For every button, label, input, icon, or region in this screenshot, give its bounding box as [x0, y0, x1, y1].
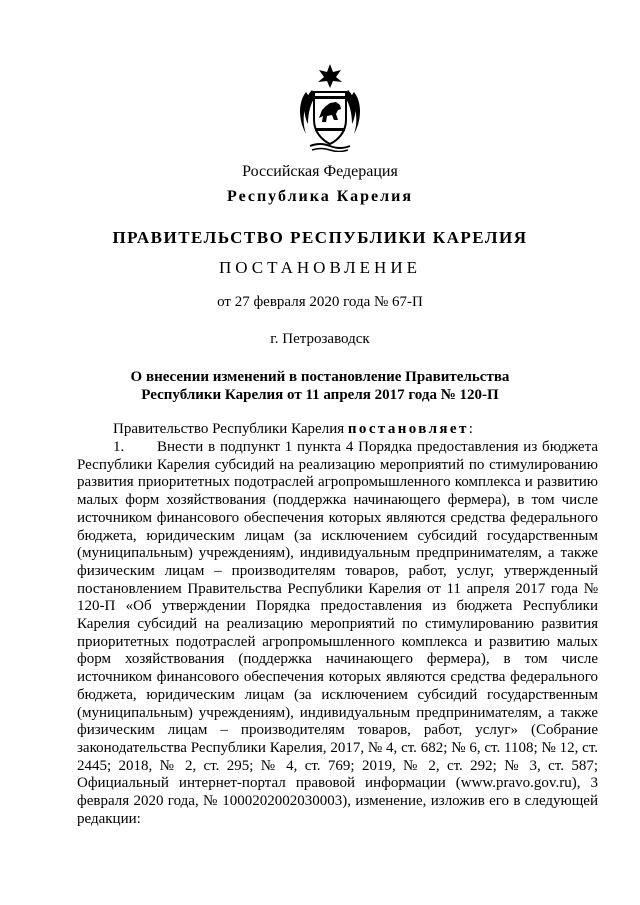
document-title-line-2: Республики Карелия от 11 апреля 2017 года № 120-П — [141, 387, 499, 403]
item-number: 1. — [113, 439, 125, 455]
document-city: г. Петрозаводск — [270, 331, 370, 347]
item-text: Внести в подпункт 1 пункта 4 Порядка предоставления из бюджета Республики Карелия субсидий на реализацию мероприятий по стимулированию развития приоритетных подотраслей агропромышленного комплекса и развитию малых форм хозяйствования (поддержка начинающего фермера), в том числе источником финансового обеспечения которых являются средства федерального бюджета, юридическим лицам (за исключением субсидий государственным (муниципальным) учреждениям), индивидуальным предпринимателям, а также физическим лицам – производителям товаров, работ, услуг, утвержденный постановлением Правительства Республики Карелия от 11 апреля 2017 года № 120-П «Об утверждении Порядка предоставления из бюджета Республики Карелия субсидий на реализацию мероприятий по стимулированию развития приоритетных подотраслей агропромышленного комплекса и развитию малых форм хозяйствования (поддержка начинающего фермера), в том числе источником финансового обеспечения которых являются средства федерального бюджета, юридическим лицам (за исключением субсидий государственным (муниципальным) учреждениям), индивидуальным предпринимателям, а также физическим лицам – производителям товаров, работ, услуг» (Собрание законодательства Республики Карелия, 2017, № 4, ст. 682; № 6, ст. 1108; № 12, ст. 2445; 2018, № 2, ст. 295; № 4, ст. 769; 2019, № 2, ст. 292; № 3, ст. 587; Официальный интернет-портал правовой информации (www.pravo.gov.ru), 3 февраля 2020 года, № 1000202002030003), изменение, изложив его в следующей редакции: — [77, 439, 598, 827]
republic-name: Республика Карелия — [227, 188, 413, 205]
government-name: ПРАВИТЕЛЬСТВО РЕСПУБЛИКИ КАРЕЛИЯ — [112, 228, 528, 247]
document-title-line-1: О внесении изменений в постановление Правительства — [130, 369, 510, 385]
preamble — [77, 421, 598, 439]
paragraph-item-1 — [77, 439, 598, 828]
document-type: ПОСТАНОВЛЕНИЕ — [218, 258, 421, 277]
preamble-verb: постановляет — [347, 421, 469, 437]
preamble-lead: Правительство Республики Карелия — [113, 421, 348, 437]
country-name: Российская Федерация — [242, 163, 398, 180]
karelia-coat-of-arms-icon — [296, 62, 364, 152]
document-date-number: от 27 февраля 2020 года № 67-П — [217, 294, 423, 310]
preamble-colon: : — [468, 421, 473, 437]
